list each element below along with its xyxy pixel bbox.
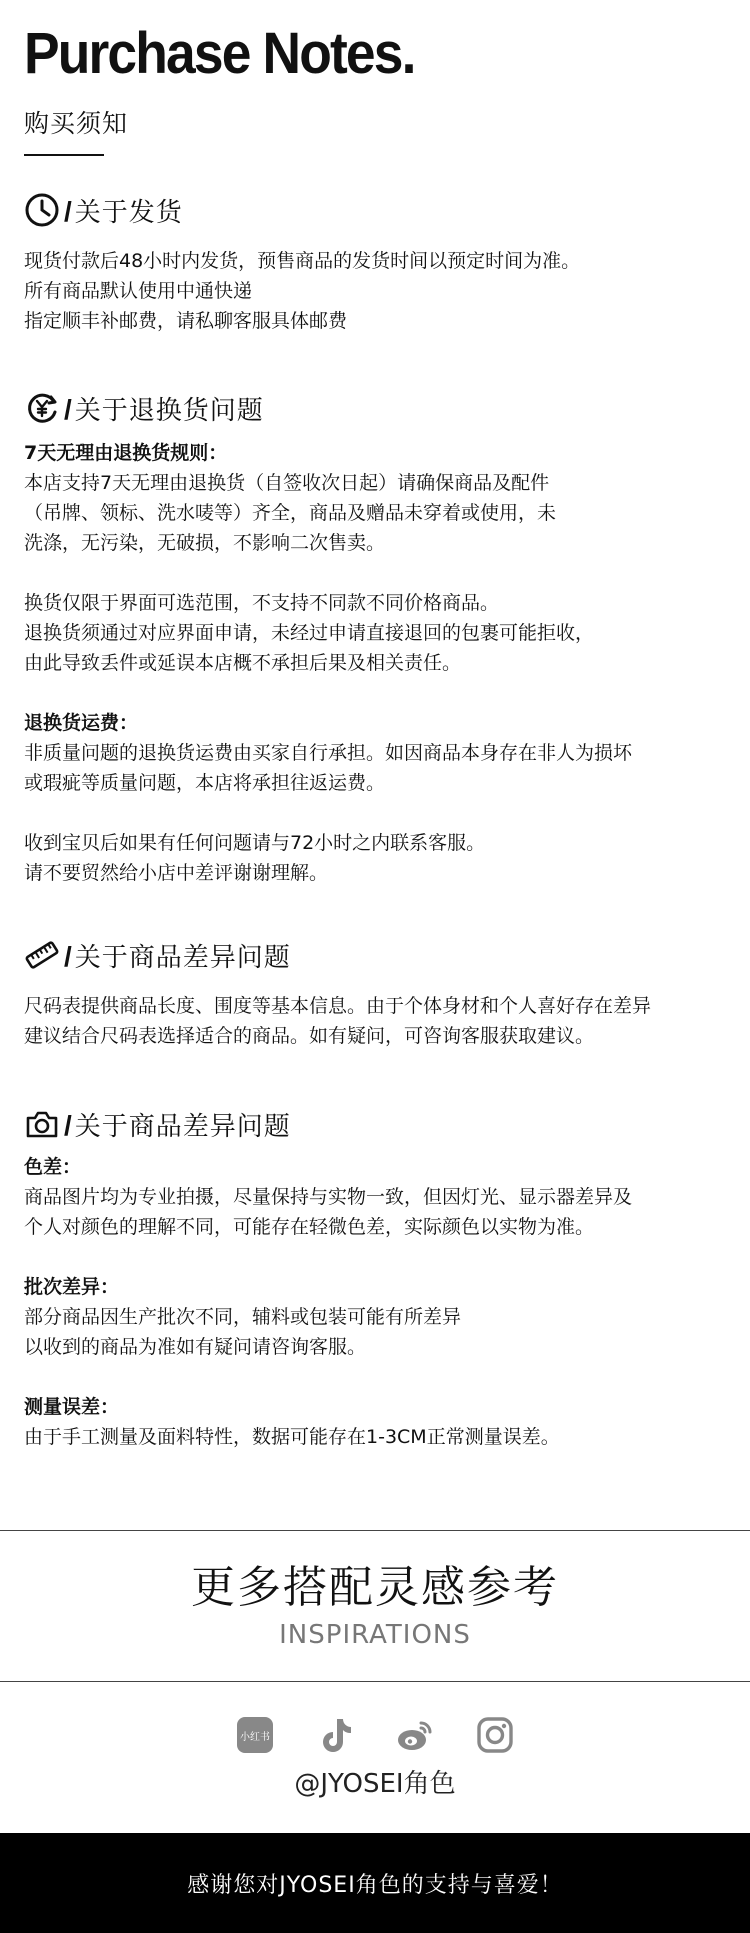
yen-return-icon	[24, 390, 60, 426]
rule-text: 洗涤，无污染，无破损，不影响二次售卖。	[24, 532, 386, 554]
section-title: /关于发货	[64, 195, 183, 228]
color-heading: 色差：	[24, 1156, 82, 1178]
social-handle: @JYOSEI角色	[294, 1769, 456, 1799]
color-text: 个人对颜色的理解不同，可能存在轻微色差，实际颜色以实物为准。	[24, 1216, 595, 1238]
social-icons-row	[0, 1713, 750, 1757]
section-shipping	[24, 190, 726, 336]
weibo-icon[interactable]	[393, 1713, 437, 1757]
exchange-text: 换货仅限于界面可选范围，不支持不同款不同价格商品。	[24, 592, 500, 614]
section-product-difference	[24, 1104, 726, 1452]
exchange-text: 退换货须通过对应界面申请，未经过申请直接退回的包裹可能拒收，	[24, 622, 595, 644]
measure-heading: 测量误差：	[24, 1396, 120, 1418]
shipping-text: 所有商品默认使用中通快递	[24, 280, 253, 302]
inspirations-subtitle: INSPIRATIONS	[279, 1620, 471, 1650]
footer-text: 感谢您对JYOSEI角色的支持与喜爱！	[187, 1872, 563, 1898]
section-title: /关于商品差异问题	[64, 940, 291, 973]
section-header	[24, 1104, 726, 1144]
batch-heading: 批次差异：	[24, 1276, 120, 1298]
measure-text: 由于手工测量及面料特性，数据可能存在1-3CM正常测量误差。	[24, 1426, 560, 1448]
measuring-tape-icon	[24, 937, 60, 973]
clock-icon	[24, 192, 60, 228]
inspirations-title: 更多搭配灵感参考	[191, 1562, 559, 1613]
tiktok-icon[interactable]	[313, 1713, 357, 1757]
batch-text: 以收到的商品为准如有疑问请咨询客服。	[24, 1336, 367, 1358]
size-text: 尺码表提供商品长度、围度等基本信息。由于个体身材和个人喜好存在差异	[24, 995, 652, 1017]
contact-text: 收到宝贝后如果有任何问题请与72小时之内联系客服。	[24, 832, 486, 854]
rule-text: （吊牌、领标、洗水唛等）齐全，商品及赠品未穿着或使用，未	[24, 502, 557, 524]
section-title: /关于商品差异问题	[64, 1109, 291, 1142]
shipping-text: 指定顺丰补邮费，请私聊客服具体邮费	[24, 310, 348, 332]
footer-banner	[0, 1833, 750, 1933]
subtitle-underline	[24, 154, 104, 156]
size-text: 建议结合尺码表选择适合的商品。如有疑问，可咨询客服获取建议。	[24, 1025, 595, 1047]
rule-text: 本店支持7天无理由退换货（自签收次日起）请确保商品及配件	[24, 472, 550, 494]
freight-text: 或瑕疵等质量问题，本店将承担往返运费。	[24, 772, 386, 794]
color-text: 商品图片均为专业拍摄，尽量保持与实物一致，但因灯光、显示器差异及	[24, 1186, 633, 1208]
freight-text: 非质量问题的退换货运费由买家自行承担。如因商品本身存在非人为损坏	[24, 742, 633, 764]
freight-heading: 退换货运费：	[24, 712, 139, 734]
rule-heading: 7天无理由退换货规则：	[24, 442, 228, 464]
shipping-text: 现货付款后48小时内发货，预售商品的发货时间以预定时间为准。	[24, 250, 581, 272]
section-returns	[24, 388, 726, 888]
section-header	[24, 388, 726, 428]
batch-text: 部分商品因生产批次不同，辅料或包装可能有所差异	[24, 1306, 462, 1328]
camera-icon	[24, 1106, 60, 1142]
section-size-difference	[24, 935, 726, 1051]
section-header	[24, 935, 726, 975]
section-header	[24, 190, 726, 230]
page-title: Purchase Notes.	[24, 21, 415, 86]
section-title: /关于退换货问题	[64, 393, 264, 426]
exchange-text: 由此导致丢件或延误本店概不承担后果及相关责任。	[24, 652, 462, 674]
page-subtitle: 购买须知	[24, 109, 129, 138]
contact-text: 请不要贸然给小店中差评谢谢理解。	[24, 862, 329, 884]
xiaohongshu-icon[interactable]	[233, 1713, 277, 1757]
svg-text:小红书: 小红书	[240, 1732, 270, 1743]
instagram-icon[interactable]	[473, 1713, 517, 1757]
